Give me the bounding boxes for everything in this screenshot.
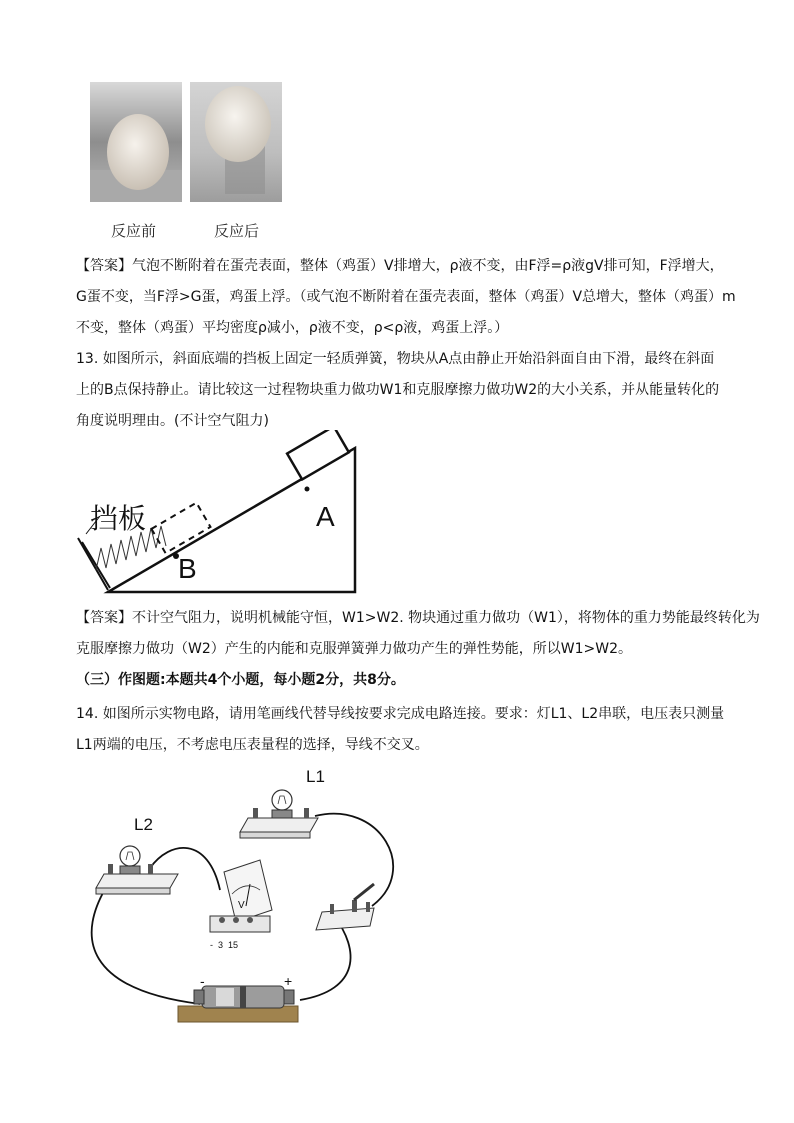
- q13-answer-line-1: 【答案】不计空气阻力，说明机械能守恒，W1>W2. 物块通过重力做功（W1），将物体的重力势能最终转化为: [76, 610, 760, 626]
- section-3-title: （三）作图题:本题共4个小题，每小题2分，共8分。: [76, 672, 405, 688]
- voltmeter-terminal-labels: - 3 15: [210, 940, 239, 950]
- battery-positive-label: +: [284, 973, 293, 989]
- caption-after: 反应后: [214, 222, 260, 240]
- q12-answer-line-2: G蛋不变，当F浮>G蛋，鸡蛋上浮。（或气泡不断附着在蛋壳表面，整体（鸡蛋）V总增大，整体（鸡蛋）m: [76, 289, 736, 305]
- q12-answer-line-1: 【答案】气泡不断附着在蛋壳表面，整体（鸡蛋）V排增大，ρ液不变，由F浮=ρ液gV排可知，F浮增大，: [76, 258, 724, 274]
- baffle-plate: [82, 542, 110, 588]
- q12-answer-line-3: 不变，整体（鸡蛋）平均密度ρ减小，ρ液不变，ρ<ρ液，鸡蛋上浮。）: [76, 320, 509, 336]
- q13-question-line-3: 角度说明理由。(不计空气阻力): [76, 413, 269, 429]
- caption-before: 反应前: [111, 222, 157, 240]
- lamp-l2-label: L2: [134, 815, 153, 834]
- baffle-label: 挡板: [90, 503, 147, 534]
- lamp-l1: [240, 790, 318, 838]
- q14-question-line-1: 14. 如图所示实物电路，请用笔画线代替导线按要求完成电路连接。要求：灯L1、L2串联，电压表只测量: [76, 706, 725, 722]
- voltmeter-symbol: V: [238, 900, 245, 911]
- wire-l1-to-switch: [315, 814, 393, 906]
- battery: [178, 986, 298, 1022]
- circuit-figure: [90, 760, 420, 1030]
- point-a-label: A: [316, 501, 335, 532]
- point-b-label: B: [178, 553, 197, 584]
- photo-after-reaction: [190, 82, 282, 202]
- q14-question-line-2: L1两端的电压，不考虑电压表量程的选择，导线不交叉。: [76, 737, 429, 753]
- q13-question-line-1: 13. 如图所示，斜面底端的挡板上固定一轻质弹簧，物块从A点由静止开始沿斜面自由下滑，最终在斜面: [76, 351, 715, 367]
- voltmeter: [210, 860, 272, 932]
- point-a-dot: [305, 487, 310, 492]
- egg-after-image: [190, 82, 282, 202]
- q13-answer-line-2: 克服摩擦力做功（W2）产生的内能和克服弹簧弹力做功产生的弹性势能，所以W1>W2。: [76, 641, 632, 657]
- incline-figure: [70, 430, 370, 600]
- wire-l2-to-battery: [92, 878, 200, 1004]
- q13-question-line-2: 上的B点保持静止。请比较这一过程物块重力做功W1和克服摩擦力做功W2的大小关系，并从能量转化的: [76, 382, 720, 398]
- battery-negative-label: -: [200, 973, 205, 989]
- egg-before-image: [90, 82, 182, 202]
- lamp-l1-label: L1: [306, 767, 325, 786]
- block-a: [287, 430, 349, 479]
- photo-before-reaction: [90, 82, 182, 202]
- knife-switch: [316, 884, 374, 930]
